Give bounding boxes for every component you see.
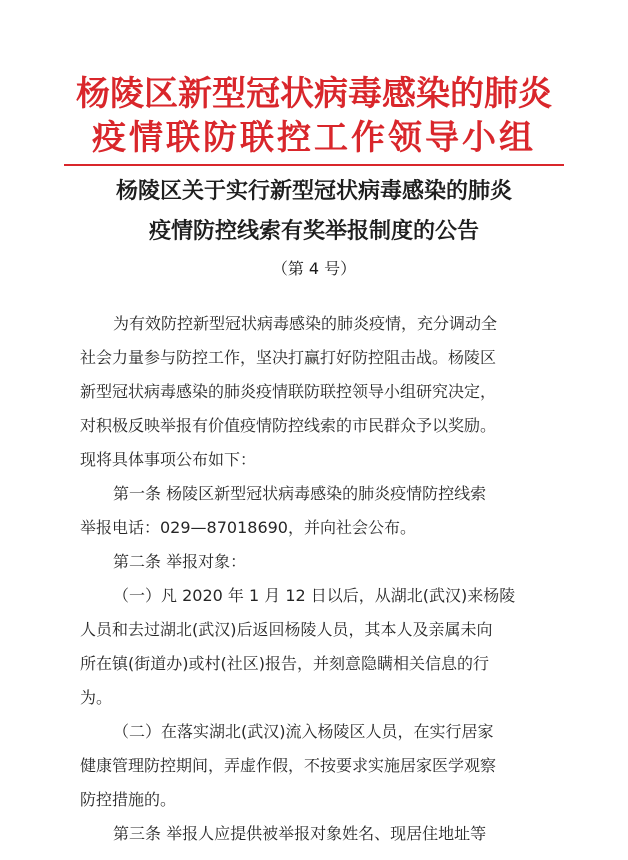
body-line: 所在镇(街道办)或村(社区)报告，并刻意隐瞒相关信息的行 <box>80 654 489 673</box>
item-1-line: （一）凡 2020 年 1 月 12 日以后，从湖北(武汉)来杨陵 <box>113 586 516 605</box>
body-line: 社会力量参与防控工作，坚决打赢打好防控阻击战。杨陵区 <box>80 348 497 367</box>
notice-title-line-1: 杨陵区关于实行新型冠状病毒感染的肺炎 <box>115 179 512 204</box>
notice-title-line-2: 疫情防控线索有奖举报制度的公告 <box>148 219 479 244</box>
body-line: 新型冠状病毒感染的肺炎疫情联防联控领导小组研究决定， <box>80 382 497 401</box>
issuer-header-line-2: 疫情联防联控工作领导小组 <box>92 118 536 158</box>
body-line: 健康管理防控期间，弄虚作假，不按要求实施居家医学观察 <box>80 756 497 775</box>
body-line: 防控措施的。 <box>80 790 177 809</box>
document-number: （第 4 号） <box>271 259 357 278</box>
notice-body <box>80 314 560 858</box>
body-line: 为有效防控新型冠状病毒感染的肺炎疫情，充分调动全 <box>113 314 498 333</box>
body-line: 对积极反映举报有价值疫情防控线索的市民群众予以奖励。 <box>80 416 497 435</box>
item-2-line: （二）在落实湖北(武汉)流入杨陵区人员，在实行居家 <box>113 722 494 741</box>
body-line: 现将具体事项公布如下： <box>80 450 257 469</box>
article-2-line: 第二条 举报对象： <box>113 552 247 571</box>
issuer-header-line-1: 杨陵区新型冠状病毒感染的肺炎 <box>76 74 552 114</box>
body-line: 为。 <box>80 688 113 707</box>
article-3-line: 第三条 举报人应提供被举报对象姓名、现居住地址等 <box>113 824 487 843</box>
body-line: 举报电话：029—87018690，并向社会公布。 <box>80 518 416 537</box>
body-line: 人员和去过湖北(武汉)后返回杨陵人员，其本人及亲属未向 <box>80 620 493 639</box>
red-divider-line <box>64 164 564 166</box>
article-1-line: 第一条 杨陵区新型冠状病毒感染的肺炎疫情防控线索 <box>113 484 487 503</box>
